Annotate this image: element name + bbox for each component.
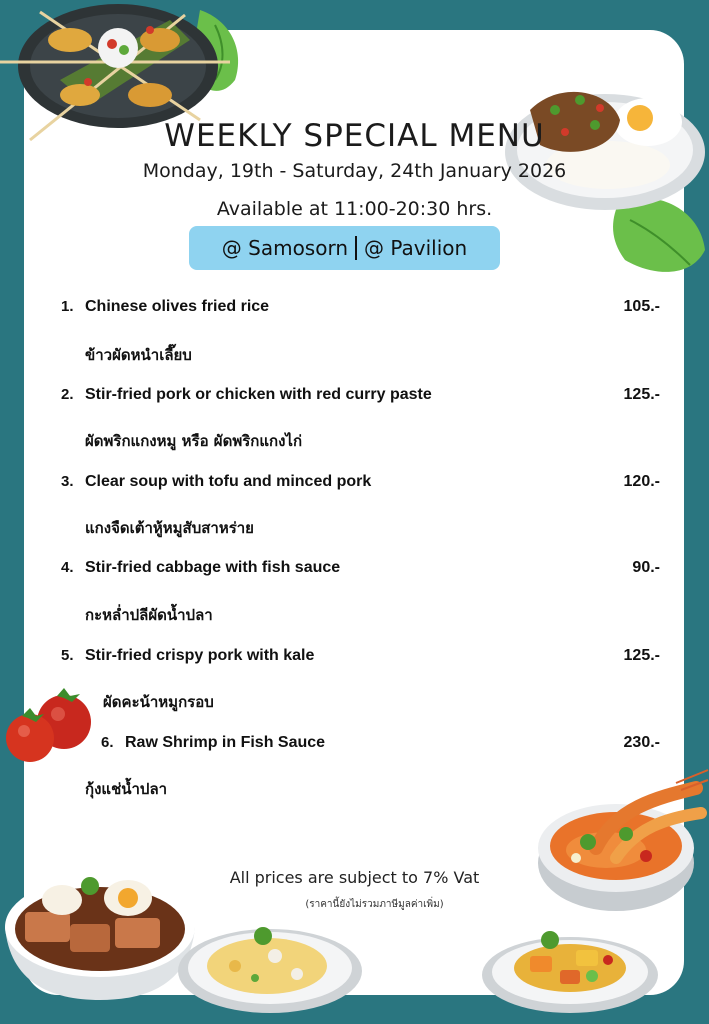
item-name-en: Stir-fried crispy pork with kale bbox=[85, 647, 315, 664]
item-name-en: Raw Shrimp in Fish Sauce bbox=[125, 734, 326, 751]
location-divider bbox=[355, 236, 357, 260]
item-price: 230.- bbox=[623, 734, 660, 751]
item-number: 3. bbox=[61, 473, 74, 490]
vat-note: All prices are subject to 7% Vat bbox=[229, 868, 480, 887]
item-price: 105.- bbox=[623, 298, 660, 315]
green-curry-illustration bbox=[480, 920, 660, 1016]
item-name-en: Clear soup with tofu and minced pork bbox=[85, 473, 372, 490]
item-name-th: ผัดพริกแกงหมู หรือ ผัดพริกแกงไก่ bbox=[85, 432, 303, 450]
menu-title: WEEKLY SPECIAL MENU bbox=[164, 118, 545, 154]
location-samosorn: @ Samosorn bbox=[221, 236, 349, 260]
item-name-th: ผัดคะน้าหมูกรอบ bbox=[103, 693, 214, 711]
availability-hours: Available at 11:00-20:30 hrs. bbox=[216, 198, 493, 220]
item-name-th: กะหล่ำปลีผัดน้ำปลา bbox=[85, 606, 213, 624]
item-name-th: กุ้งแช่น้ำปลา bbox=[85, 780, 168, 798]
location-badge bbox=[189, 226, 500, 270]
item-number: 1. bbox=[61, 298, 74, 315]
item-price: 90.- bbox=[632, 559, 660, 576]
item-name-th: ข้าวผัดหนำเลี๊ยบ bbox=[85, 346, 192, 364]
item-number: 6. bbox=[101, 734, 114, 751]
item-number: 5. bbox=[61, 647, 74, 664]
item-number: 4. bbox=[61, 559, 74, 576]
item-name-en: Stir-fried pork or chicken with red curry paste bbox=[85, 386, 432, 403]
item-number: 2. bbox=[61, 386, 74, 403]
item-price: 125.- bbox=[623, 647, 660, 664]
tomato-illustration bbox=[2, 684, 102, 770]
tom-yum-shrimp-illustration bbox=[536, 768, 709, 918]
item-price: 125.- bbox=[623, 386, 660, 403]
location-pavilion: @ Pavilion bbox=[364, 236, 468, 260]
date-range: Monday, 19th - Saturday, 24th January 2026 bbox=[142, 160, 567, 182]
item-price: 120.- bbox=[623, 473, 660, 490]
item-name-th: แกงจืดเต้าหู้หมูสับสาหร่าย bbox=[85, 519, 254, 537]
fried-rice-illustration bbox=[175, 916, 365, 1016]
item-name-en: Chinese olives fried rice bbox=[85, 298, 270, 315]
vat-note-th: (ราคานี้ยังไม่รวมภาษีมูลค่าเพิ่ม) bbox=[305, 899, 444, 910]
item-name-en: Stir-fried cabbage with fish sauce bbox=[85, 559, 341, 576]
